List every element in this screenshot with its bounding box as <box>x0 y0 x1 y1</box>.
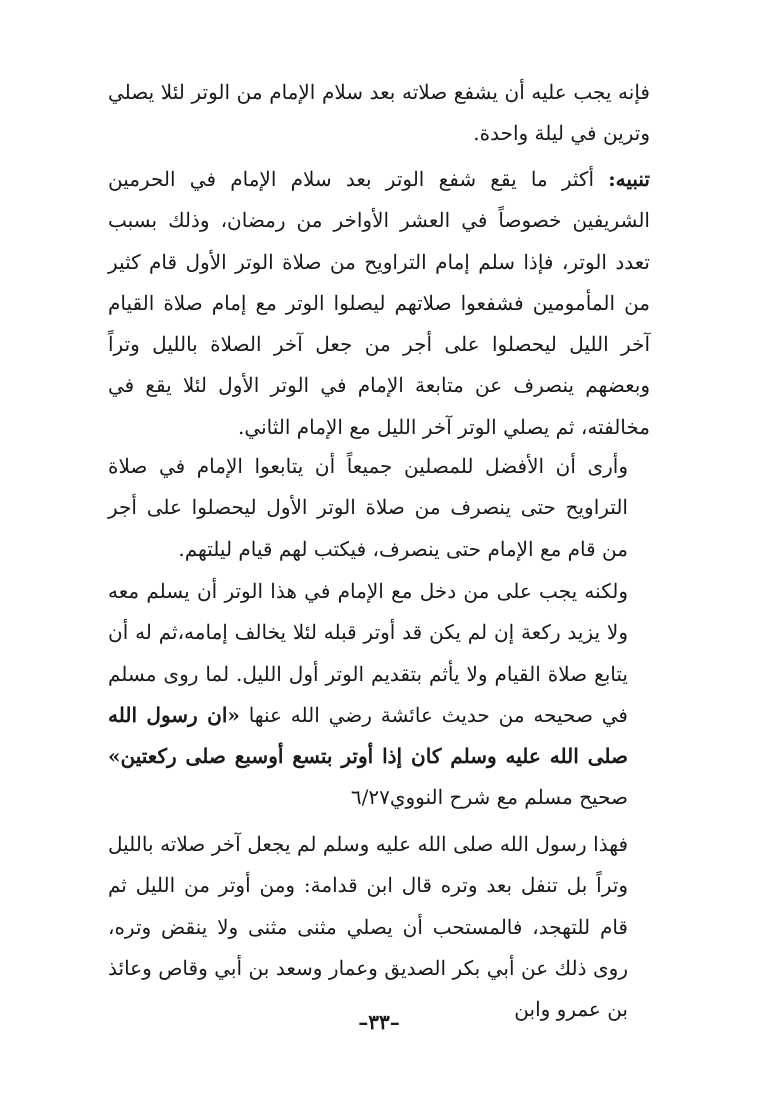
paragraph-4-text <box>108 571 650 819</box>
hadith-citation: صحيح مسلم مع شرح النووي٦/٢٧ <box>350 785 628 810</box>
paragraph-4 <box>108 571 650 819</box>
paragraph-2-body: أكثر ما يقع شفع الوتر بعد سلام الإمام في الحرمين الشريفين خصوصاً في العشر الأواخر من رمضان، وذلك بسبب تعدد الوتر، فإذا سلم إمام التراويح من صلاة الوتر الأول قام كثير من المأمومين فشفعوا صلاتهم ليصلوا الوتر مع إمام صلاة القيام آخر الليل ليحصلوا على أجر من جعل آخر الصلاة بالليل وتراً وبعضهم ينصرف عن متابعة الإمام في الوتر الأول لئلا يقع في مخالفته، ثم يصلي الوتر آخر الليل مع الإمام الثاني. <box>108 167 651 439</box>
hadith-quote: «ان رسول الله صلى الله عليه وسلم كان إذا أوتر بتسع أوسبع صلى ركعتين» <box>108 702 628 769</box>
paragraph-5 <box>108 824 650 1030</box>
paragraph-2 <box>108 159 650 448</box>
paragraph-3-text: وأرى أن الأفضل للمصلين جميعاً أن يتابعوا الإمام في صلاة التراويح حتى ينصرف من صلاة الوتر الأول ليحصلوا على أجر من قام مع الإمام حتى ينصرف، فيكتب لهم قيام ليلتهم. <box>108 454 628 561</box>
paragraph-4-start: ولكنه يجب على من دخل مع الإمام في هذا الوتر أن يسلم معه ولا يزيد ركعة إن لم يكن قد أوتر قبله لئلا يخالف إمامه،ثم له أن يتابع صلاة القيام ولا يأثم بتقديم الوتر أول الليل. لما روى مسلم في صحيحه من حديث عائشة رضي الله عنها <box>108 579 628 727</box>
paragraph-2-text <box>108 159 650 448</box>
paragraph-3 <box>108 446 650 570</box>
paragraph-1 <box>108 72 650 155</box>
page-number: –٣٣– <box>358 1010 400 1034</box>
paragraph-5-text: فهذا رسول الله صلى الله عليه وسلم لم يجعل آخر صلاته بالليل وتراً بل تنفل بعد وتره قال ابن قدامة: ومن أوتر من الليل ثم قام للتهجد، فالمستحب أن يصلي مثنى مثنى ولا ينقض وتره، روى ذلك عن أبي بكر الصديق وعمار وسعد بن أبي وقاص وعائذ بن عمرو وابن <box>108 832 628 1022</box>
note-heading: تنبيه: <box>608 167 650 191</box>
paragraph-1-text: فإنه يجب عليه أن يشفع صلاته بعد سلام الإمام من الوتر لئلا يصلي وترين في ليلة واحدة. <box>108 80 650 146</box>
